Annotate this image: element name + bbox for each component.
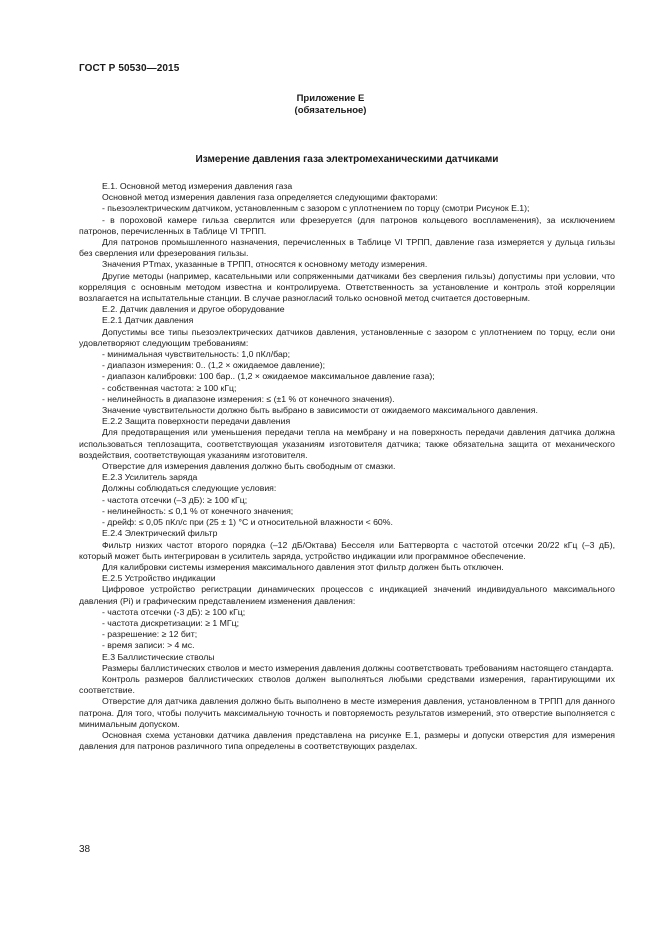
paragraph: Е.3 Баллистические стволы <box>102 651 215 662</box>
paragraph: Значения PTmax, указанные в ТРПП, относятся к основному методу измерения. <box>102 259 428 270</box>
paragraph: - частота отсечки (–3 дБ): ≥ 100 кГц; <box>102 494 248 505</box>
paragraph: Е.2. Датчик давления и другое оборудование <box>102 304 285 315</box>
paragraph: Отверстие для датчика давления должно быть выполнено в месте измерения давления, установленном в ТРПП для данного патрона. Для того, чтобы получить максимальную точность и повторяемость результатов измерений, это отверстие выполняется с минимальным допуском. <box>79 696 615 729</box>
paragraph: - время записи: > 4 мс. <box>102 640 195 651</box>
paragraph: Е.2.2 Защита поверхности передачи давления <box>102 416 291 427</box>
paragraph: Фильтр низких частот второго порядка (–12 дБ/Октава) Бесселя или Баттерворта с частотой отсечки 20/22 кГц (–3 дБ), который может быть интегрирован в усилитель заряда, устройство индикации или программное обеспечение. <box>79 539 615 561</box>
paragraph: Для калибровки системы измерения максимального давления этот фильтр должен быть отключен. <box>102 561 504 572</box>
paragraph: Е.2.1 Датчик давления <box>102 315 194 326</box>
paragraph: - пьезоэлектрическим датчиком, установленным с зазором с уплотнением по торцу (смотри Рисунок Е.1); <box>102 203 530 214</box>
paragraph: Для предотвращения или уменьшения передачи тепла на мембрану и на поверхность передачи давления датчика должна использоваться теплозащита, соответствующая указаниям изготовителя датчика; также обязательна защита от механического воздействия, соответствующая указаниям изготовителя. <box>79 427 615 460</box>
paragraph: - минимальная чувствительность: 1,0 пКл/бар; <box>102 349 291 360</box>
paragraph: Значение чувствительности должно быть выбрано в зависимости от ожидаемого максимального давления. <box>102 405 538 416</box>
paragraph: Основной метод измерения давления газа определяется следующими факторами: <box>102 192 438 203</box>
paragraph: Размеры баллистических стволов и место измерения давления должны соответствовать требованиям настоящего стандарта. <box>102 662 614 673</box>
paragraph: Е.2.4 Электрический фильтр <box>102 528 218 539</box>
paragraph: - собственная частота: ≥ 100 кГц; <box>102 382 237 393</box>
section-title: Измерение давления газа электромеханическими датчиками <box>195 154 499 165</box>
paragraph: Контроль размеров баллистических стволов должен выполняться любыми средствами измерения, гарантирующими их соответствие. <box>79 673 615 696</box>
paragraph: Цифровое устройство регистрации динамических процессов с индикацией значений индивидуального максимального давления (Pi) и графическим представлением изменения давления: <box>79 584 615 606</box>
document-header: ГОСТ Р 50530—2015 <box>79 63 180 74</box>
paragraph: Отверстие для измерения давления должно быть свободным от смазки. <box>102 461 396 472</box>
paragraph: - нелинейность в диапазоне измерения: ≤ (±1 % от конечного значения). <box>102 393 395 404</box>
paragraph: Для патронов промышленного назначения, перечисленных в Таблице VI ТРПП, давление газа измеряется у дульца гильзы без сверления или фрезерования гильзы. <box>79 237 615 259</box>
paragraph: - диапазон калибровки: 100 бар.. (1,2 × ожидаемое максимальное давление газа); <box>102 371 435 382</box>
paragraph: - частота отсечки (-3 дБ): ≥ 100 кГц; <box>102 606 246 617</box>
paragraph: Допустимы все типы пьезоэлектрических датчиков давления, установленные с зазором с уплотнением по торцу, если они удовлетворяют следующим требованиям: <box>79 326 615 348</box>
body-text <box>79 181 615 752</box>
paragraph: Другие методы (например, касательными или сопряженными датчиками без сверления гильзы) допустимы при условии, что корреляция с основным методом известна и контролируема. Ответственность за установление и контроль этой корреляции возлагается на испытательные станции. В случае разногласий только основной метод считается достоверным. <box>79 270 615 304</box>
paragraph: Е.1. Основной метод измерения давления газа <box>102 181 293 191</box>
paragraph: Должны соблюдаться следующие условия: <box>102 483 277 494</box>
annex-title: Приложение Е <box>296 93 365 104</box>
paragraph: - частота дискретизации: ≥ 1 МГц; <box>102 617 240 628</box>
paragraph: - дрейф: ≤ 0,05 пКл/с при (25 ± 1) °С и относительной влажности < 60%. <box>102 517 393 528</box>
paragraph: - диапазон измерения: 0.. (1,2 × ожидаемое давление); <box>102 360 326 371</box>
paragraph: - в пороховой камере гильза сверлится или фрезеруется (для патронов кольцевого воспламенения), за исключением патронов, перечисленных в Таблице VI ТРПП. <box>79 214 615 236</box>
page-number: 38 <box>79 844 91 855</box>
paragraph: Е.2.5 Устройство индикации <box>102 573 216 584</box>
annex-status: (обязательное) <box>294 105 367 116</box>
paragraph: - нелинейность: ≤ 0,1 % от конечного значения; <box>102 505 294 516</box>
paragraph: Е.2.3 Усилитель заряда <box>102 472 198 483</box>
paragraph: Основная схема установки датчика давления представлена на рисунке Е.1, размеры и допуски отверстия для измерения давления для патронов различного типа определены в соответствующих разделах. <box>79 729 615 752</box>
paragraph: - разрешение: ≥ 12 бит; <box>102 629 198 640</box>
